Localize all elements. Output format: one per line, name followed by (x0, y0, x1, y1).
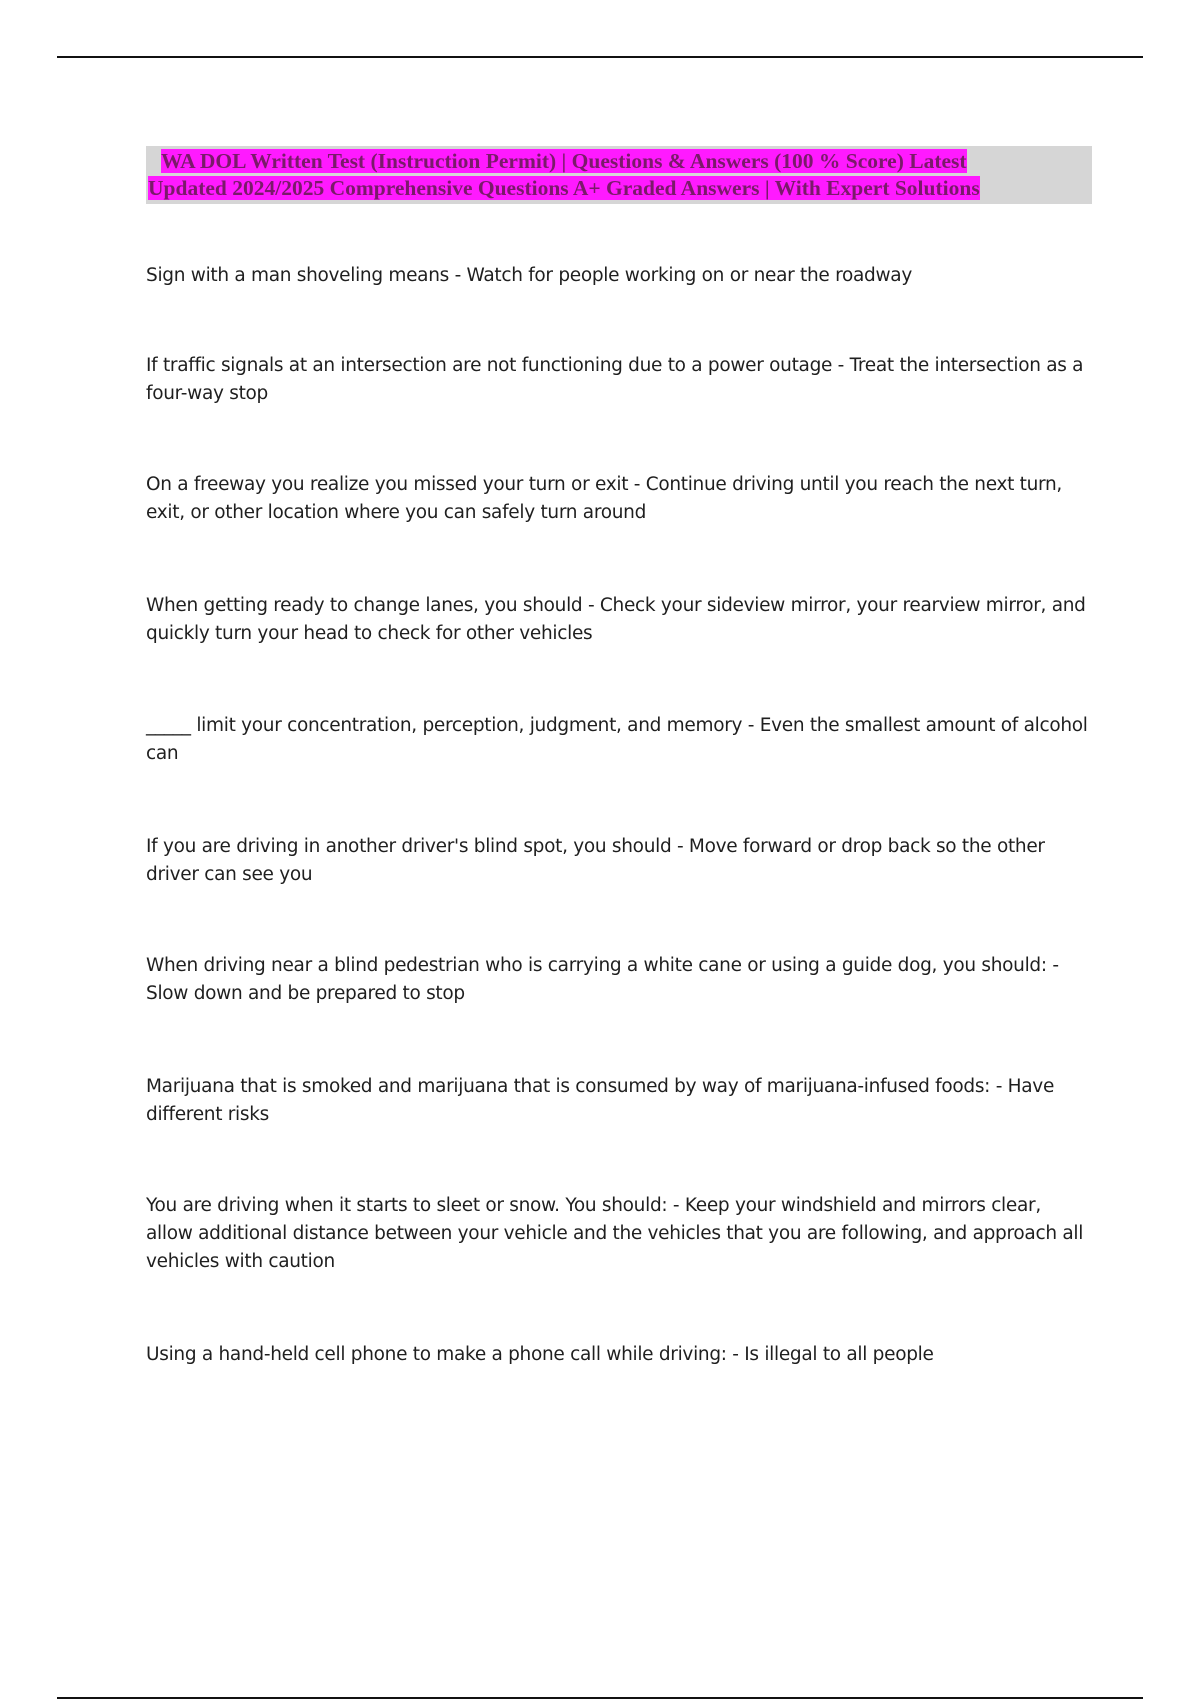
title-line-2: Updated 2024/2025 Comprehensive Questions A+ Graded Answers | With Expert Solutions (148, 176, 980, 200)
qa-item-1: Sign with a man shoveling means - Watch for people working on or near the roadway (146, 265, 912, 286)
qa-item-5: _____ limit your concentration, perception, judgment, and memory - Even the smallest amount of alcohol can (146, 715, 1088, 764)
bottom-divider (57, 1697, 1143, 1699)
qa-item-4: When getting ready to change lanes, you should - Check your sideview mirror, your rearview mirror, and quickly turn your head to check for other vehicles (146, 595, 1086, 644)
qa-item-10: Using a hand-held cell phone to make a phone call while driving: - Is illegal to all people (146, 1344, 934, 1365)
qa-item-7: When driving near a blind pedestrian who is carrying a white cane or using a guide dog, you should: - Slow down and be prepared to stop (146, 955, 1059, 1004)
title-line-1: WA DOL Written Test (Instruction Permit) | Questions & Answers (100 % Score) Latest (161, 149, 967, 173)
qa-item-6: If you are driving in another driver's blind spot, you should - Move forward or drop back so the other driver can see you (146, 836, 1045, 885)
qa-item-8: Marijuana that is smoked and marijuana that is consumed by way of marijuana-infused foods: - Have different risks (146, 1076, 1055, 1125)
qa-item-2: If traffic signals at an intersection are not functioning due to a power outage - Treat the intersection as a four-way stop (146, 355, 1084, 404)
qa-item-3: On a freeway you realize you missed your turn or exit - Continue driving until you reach the next turn, exit, or other location where you can safely turn around (146, 474, 1062, 523)
qa-item-9: You are driving when it starts to sleet or snow. You should: - Keep your windshield and mirrors clear, allow additional distance between your vehicle and the vehicles that you are following, and approach all vehicles with caution (146, 1195, 1084, 1272)
top-divider (57, 56, 1143, 58)
document-title (146, 146, 1092, 204)
